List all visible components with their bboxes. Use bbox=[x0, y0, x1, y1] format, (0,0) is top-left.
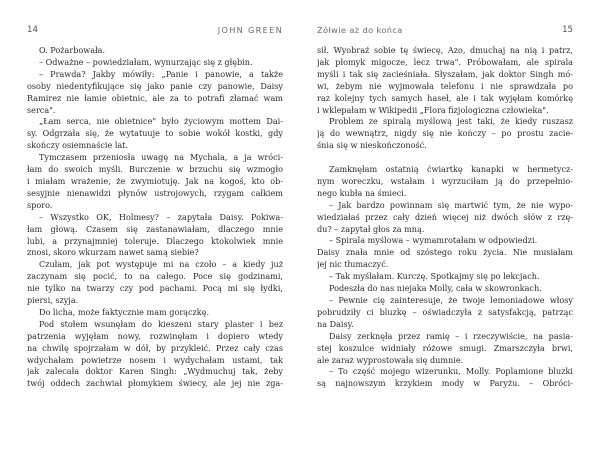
text-line: Daisy znała mnie od szóstego roku życia. Nie musiałam bbox=[317, 247, 573, 258]
text-line: są najnowszym krzykiem mody w Paryżu. – Obróci- bbox=[317, 378, 573, 389]
text-line: jej nic tłumaczyć. bbox=[317, 259, 389, 270]
text-line: Zamknęłam ostatnią ćwiartkę kanapki w hermetycz- bbox=[329, 164, 573, 175]
text-line: – Spirala myślowa – wymamrotałam w odpowiedzi. bbox=[329, 235, 538, 246]
text-line: nego kubła na śmieci. bbox=[317, 187, 407, 198]
text-line: nie tylko na twarzy czy pod pachami. Pocą mi się łydki, bbox=[27, 283, 283, 294]
text-line: i wklepałam w Wikipedii „Flora fizjologiczna człowieka". bbox=[317, 104, 549, 115]
text-line: wiedziałaś przez cały dzień więcej niż dwóch słów z rzę- bbox=[317, 211, 573, 222]
right-running-head: Żółwie aż do końca bbox=[317, 25, 403, 35]
text-line: myśli i tak się zacieśniała. Słyszałam, jak doktor Singh mó- bbox=[317, 68, 573, 79]
text-line: sporo. bbox=[27, 199, 53, 210]
text-line: – To część mojego wizerunku, Molly. Poplamione bluzki bbox=[329, 366, 573, 377]
text-line: – Wszystko OK, Holmesy? – zapytała Daisy. Pokiwa- bbox=[39, 211, 283, 222]
text-line: – Tak myślałam. Kurczę. Spotkajmy się po lekcjach. bbox=[329, 271, 540, 282]
text-line: lubi, a przynajmniej toleruje. Dlaczego ktokolwiek mnie bbox=[27, 235, 283, 246]
text-line: ale zaraz wyprostowała się dumnie. bbox=[317, 354, 464, 365]
text-line: Tymczasem przeniosła uwagę na Mychala, a ja wróci- bbox=[39, 152, 283, 163]
text-line: piersi, szyja. bbox=[27, 295, 79, 306]
right-page-body bbox=[317, 36, 573, 390]
text-line: sesyjnie nienawidzi płynów ustrojowych, rzygam całkiem bbox=[27, 187, 283, 198]
left-page-body bbox=[27, 36, 283, 390]
right-page bbox=[300, 0, 600, 456]
text-line: sił. Wyobraź sobie tę świecę, Azo, dmuchaj na nią i patrz, bbox=[317, 45, 573, 55]
text-line: twój oddech zachwiał płomykiem świecy, ale jej nie zga- bbox=[27, 378, 283, 389]
left-page-header bbox=[27, 0, 283, 36]
text-line: łam głową. Czasem się zastanawiałam, dlaczego mnie bbox=[27, 223, 283, 234]
text-line: „Łam serca, nie obietnice" było życiowym mottem Dai- bbox=[39, 116, 283, 127]
text-line: – Prawda? Jakby mówiły: „Panie i panowie, a także bbox=[39, 68, 283, 79]
text-line: Problem ze spiralą myślową jest taki, że kiedy ruszasz bbox=[329, 116, 573, 127]
text-line: i miałam wrażenie, że zwymiotuję. Jak na kogoś, kto ob- bbox=[27, 175, 283, 186]
text-line: skończy osiemnaście lat. bbox=[27, 140, 129, 151]
text-line: na chwilę spojrzałam w dół, by przykleić. Przez cały czas bbox=[27, 342, 283, 353]
text-line: sy. Odgrzała się, że wytatuuje to sobie wokół kostki, gdy bbox=[27, 128, 283, 139]
text-line: śnia się w nieskończoność. bbox=[317, 140, 427, 151]
text-line: O. Pożarbowała. bbox=[39, 45, 106, 55]
section-break bbox=[317, 152, 573, 164]
text-line: – Pewnie cię zainteresuje, że twoje lemoniadowe włosy bbox=[329, 295, 573, 306]
text-line: – Odważne – powiedziałam, wynurzając się z głębin. bbox=[39, 56, 253, 67]
text-line: serca". bbox=[27, 104, 56, 115]
text-line: Daisy zerknęła przez ramię – i rzeczywiście, na pasia- bbox=[329, 330, 573, 341]
text-line: jak zalecała doktor Karen Singh: „Wydmuchuj tak, żeby bbox=[27, 366, 283, 377]
right-page-header bbox=[317, 0, 573, 36]
text-line: Ramirez nie łamie obietnic, ale za to potrafi złamać wam bbox=[27, 92, 283, 103]
text-line: na Daisy. bbox=[317, 318, 354, 329]
text-line: ją do wewnątrz, nigdy się nie kończy – po prostu zacie- bbox=[317, 128, 573, 139]
right-page-number: 15 bbox=[562, 25, 573, 35]
text-line: raz kolejny tych samych haseł, ale i tak wyjęłam komórkę bbox=[317, 92, 573, 103]
text-line: znosi, skoro wkurzam nawet samą siebie? bbox=[27, 247, 199, 258]
text-line: wi, żebym nie wyjmowała telefonu i nie sprawdzała po bbox=[317, 80, 573, 91]
text-line: zaczynam się pocić, to na całego. Poce się godzinami, bbox=[27, 271, 283, 282]
text-line: osoby niedentyfikujące się jako panie czy panowie, Daisy bbox=[27, 80, 283, 91]
text-line: Podeszła do nas niejaka Molly, cała w skowronkach. bbox=[329, 283, 542, 294]
text-line: patrzenia wyjęłam nowy, rozwinęłam i dopiero wtedy bbox=[27, 330, 283, 341]
text-line: stej koszulce widniały różowe smugi. Zmarszczyła brwi, bbox=[317, 342, 573, 353]
text-line: Czułam, jak pot występuje mi na czoło – a kiedy już bbox=[39, 259, 283, 270]
text-line: nym woreczku, wstałam i wyrzuciłam ją do przepełnio- bbox=[317, 175, 573, 186]
text-line: Do licha, może faktycznie mam gorączkę. bbox=[39, 306, 210, 317]
left-page-number: 14 bbox=[27, 25, 38, 35]
text-line: pobrudziły ci bluzkę – oświadczyła z satysfakcją, patrząc bbox=[317, 306, 573, 317]
text-line: Pod stołem wsunęłam do kieszeni stary plaster i bez bbox=[39, 318, 283, 329]
text-line: jak płomyk migocze, lecz trwa". Próbowałam, ale spirala bbox=[317, 56, 573, 67]
text-line: – Jak bardzo powinnam się martwić tym, że nie wypo- bbox=[329, 199, 573, 210]
text-line: du? – zapytał głos za mną. bbox=[317, 223, 425, 234]
text-line: wdychałam powietrze nosem i wydychałam ustami, tak bbox=[27, 354, 283, 365]
left-running-head: JOHN GREEN bbox=[217, 25, 283, 35]
text-line: łam do swoich myśli. Burczenie w brzuchu się wzmogło bbox=[27, 164, 283, 175]
